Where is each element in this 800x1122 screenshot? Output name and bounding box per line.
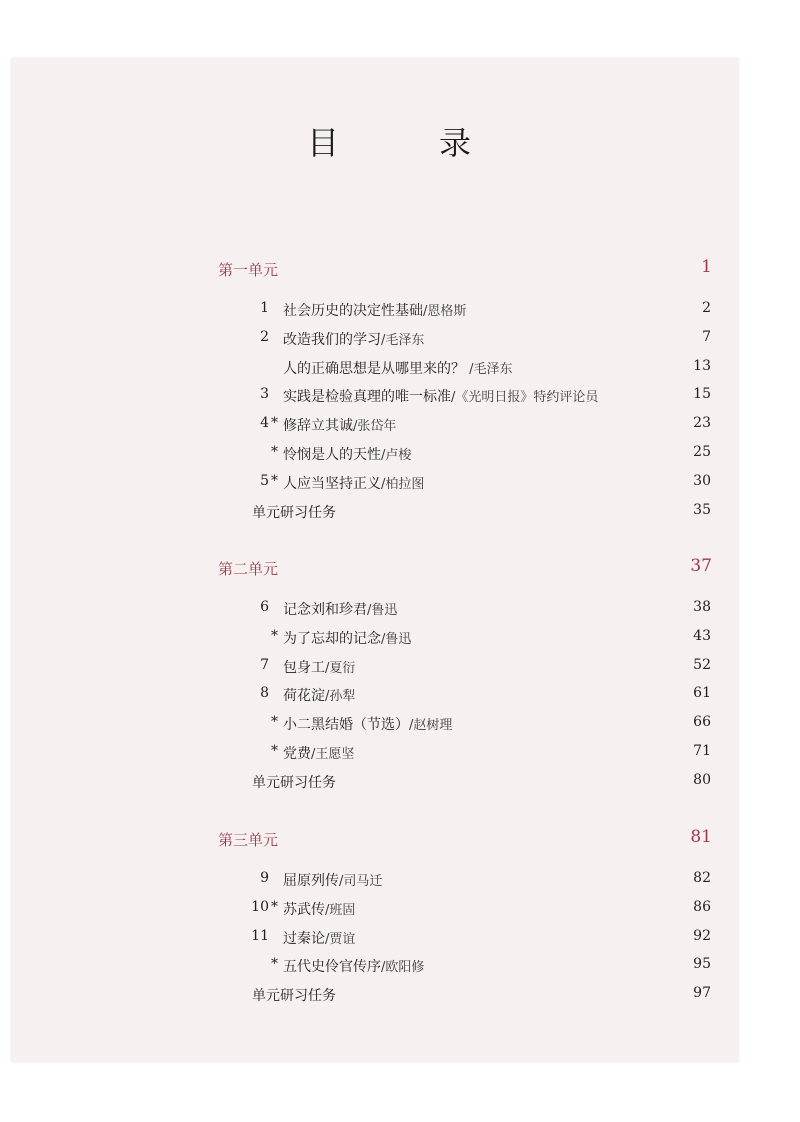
optional-marker: *: [271, 743, 278, 759]
toc-entry[interactable]: [0, 414, 800, 436]
entry-title: [283, 743, 354, 763]
entry-title-text: 五代史伶官传序: [283, 959, 381, 976]
lesson-number: 4: [260, 415, 269, 432]
unit-heading[interactable]: [218, 827, 712, 851]
entry-author: /鲁迅: [381, 631, 412, 647]
entry-author: /王愿坚: [311, 747, 355, 762]
entry-title: [283, 685, 355, 705]
entry-page-number: 66: [693, 714, 711, 731]
toc-entry[interactable]: [0, 869, 800, 891]
entry-title-text: 党费: [283, 746, 311, 762]
entry-page-number: 23: [693, 415, 711, 432]
entry-title-text: 修辞立其诚: [283, 418, 353, 435]
entry-author: /《光明日报》特约评论员: [451, 390, 599, 406]
entry-title: [283, 415, 396, 435]
optional-marker: *: [271, 714, 278, 731]
toc-entry[interactable]: [0, 328, 800, 350]
entry-author: /毛泽东: [381, 332, 425, 348]
entry-page-number: 80: [693, 771, 711, 788]
entry-title-text: 实践是检验真理的唯一标准: [283, 389, 451, 406]
lesson-number: 1: [260, 300, 269, 316]
lesson-number: 11: [251, 927, 269, 944]
entry-title: [283, 386, 598, 406]
lesson-number: 2: [260, 328, 269, 345]
optional-marker: *: [271, 472, 278, 489]
lesson-number: 10: [251, 898, 269, 915]
entry-title-text: 记念刘和珍君: [283, 602, 367, 618]
unit-label: 第一单元: [218, 261, 279, 279]
entry-title-text: 社会历史的决定性基础: [283, 303, 423, 319]
entry-title: [283, 444, 411, 464]
entry-page-number: 61: [693, 685, 711, 702]
entry-title: [283, 657, 355, 677]
entry-title: [283, 714, 452, 734]
lesson-number: 8: [260, 685, 269, 702]
entry-title: [252, 985, 336, 1005]
toc-entry[interactable]: [0, 357, 800, 379]
entry-title: [283, 870, 382, 890]
entry-title-text: 小二黑结婚（节选）: [283, 717, 409, 734]
optional-marker: *: [271, 956, 278, 973]
page-title: 目 录: [306, 124, 505, 162]
toc-entry[interactable]: [0, 927, 800, 949]
entry-author: /卢梭: [381, 448, 412, 463]
entry-title: [283, 928, 355, 948]
entry-title-text: 单元研习任务: [252, 504, 336, 521]
unit-task-entry[interactable]: [0, 984, 800, 1006]
entry-title-text: 苏武传: [283, 901, 325, 918]
entry-page-number: 43: [693, 627, 711, 644]
entry-title-text: 人应当坚持正义: [283, 475, 381, 492]
unit-task-entry[interactable]: [0, 501, 800, 523]
entry-title: [283, 899, 355, 919]
unit-task-entry[interactable]: [0, 771, 800, 793]
entry-title: [283, 628, 411, 648]
toc-entry[interactable]: [0, 742, 800, 764]
entry-author: /恩格斯: [423, 304, 467, 319]
entry-page-number: 7: [702, 328, 711, 345]
entry-author: /柏拉图: [381, 476, 425, 492]
unit-label: 第三单元: [218, 831, 279, 849]
entry-title: [283, 599, 397, 619]
entry-title-text: 屈原列传: [283, 873, 339, 889]
unit-page-number: 37: [690, 556, 712, 576]
entry-page-number: 25: [693, 444, 711, 460]
optional-marker: *: [271, 627, 278, 644]
entry-author: /贾谊: [325, 931, 356, 947]
entry-page-number: 38: [693, 599, 711, 615]
unit-page-number: 1: [701, 257, 712, 277]
toc-entry[interactable]: [0, 472, 800, 494]
toc-entry[interactable]: [0, 598, 800, 620]
entry-author: /鲁迅: [367, 603, 398, 618]
toc-entry[interactable]: [0, 443, 800, 465]
entry-page-number: 30: [693, 472, 711, 489]
entry-author: /夏衍: [325, 660, 356, 676]
entry-page-number: 15: [693, 386, 711, 403]
entry-title-text: 过秦论: [283, 930, 325, 947]
optional-marker: *: [271, 444, 278, 460]
entry-page-number: 71: [693, 743, 711, 759]
entry-page-number: 35: [693, 501, 711, 518]
toc-entry[interactable]: [0, 684, 800, 706]
entry-title: [283, 329, 424, 349]
entry-author: /毛泽东: [465, 361, 513, 377]
entry-page-number: 92: [693, 927, 711, 944]
lesson-number: 6: [260, 599, 269, 615]
entry-title-text: 包身工: [283, 659, 325, 676]
toc-entry[interactable]: [0, 656, 800, 678]
toc-entry[interactable]: [0, 627, 800, 649]
lesson-number: 5: [260, 472, 269, 489]
entry-title: [283, 473, 424, 493]
toc-entry[interactable]: [0, 955, 800, 977]
entry-author: /司马迁: [339, 874, 383, 889]
entry-page-number: 82: [693, 870, 711, 886]
unit-page-number: 81: [690, 827, 712, 847]
entry-title: [283, 358, 513, 378]
entry-author: /孙犁: [325, 689, 356, 705]
lesson-number: 7: [260, 656, 269, 673]
optional-marker: *: [271, 415, 278, 432]
unit-label: 第二单元: [218, 560, 279, 578]
entry-page-number: 86: [693, 898, 711, 915]
entry-title-text: 改造我们的学习: [283, 331, 381, 348]
entry-title-text: 为了忘却的记念: [283, 630, 381, 647]
entry-author: /张岱年: [353, 419, 397, 435]
unit-heading[interactable]: [218, 257, 712, 281]
entry-page-number: 13: [693, 357, 711, 374]
entry-page-number: 95: [693, 956, 711, 973]
lesson-number: 9: [260, 870, 269, 886]
entry-title-text: 怜悯是人的天性: [283, 447, 381, 463]
lesson-number: 3: [260, 386, 269, 403]
toc-entry[interactable]: [0, 299, 800, 321]
toc-entry[interactable]: [0, 713, 800, 735]
entry-author: /欧阳修: [381, 960, 425, 976]
entry-page-number: 97: [693, 985, 711, 1002]
optional-marker: *: [271, 898, 278, 915]
entry-title-text: 荷花淀: [283, 688, 325, 705]
entry-title-text: 单元研习任务: [252, 988, 336, 1005]
entry-author: /班固: [325, 902, 356, 918]
entry-title: [283, 956, 424, 976]
toc-entry[interactable]: [0, 385, 800, 407]
entry-title-text: 单元研习任务: [252, 774, 336, 791]
entry-page-number: 52: [693, 656, 711, 673]
entry-title: [283, 300, 466, 320]
entry-title: [252, 502, 336, 522]
entry-author: /赵树理: [409, 718, 453, 734]
entry-title-text: 人的正确思想是从哪里来的？: [283, 360, 465, 377]
entry-title: [252, 772, 336, 792]
entry-page-number: 2: [702, 300, 711, 316]
toc-entry[interactable]: [0, 898, 800, 920]
unit-heading[interactable]: [218, 556, 712, 580]
